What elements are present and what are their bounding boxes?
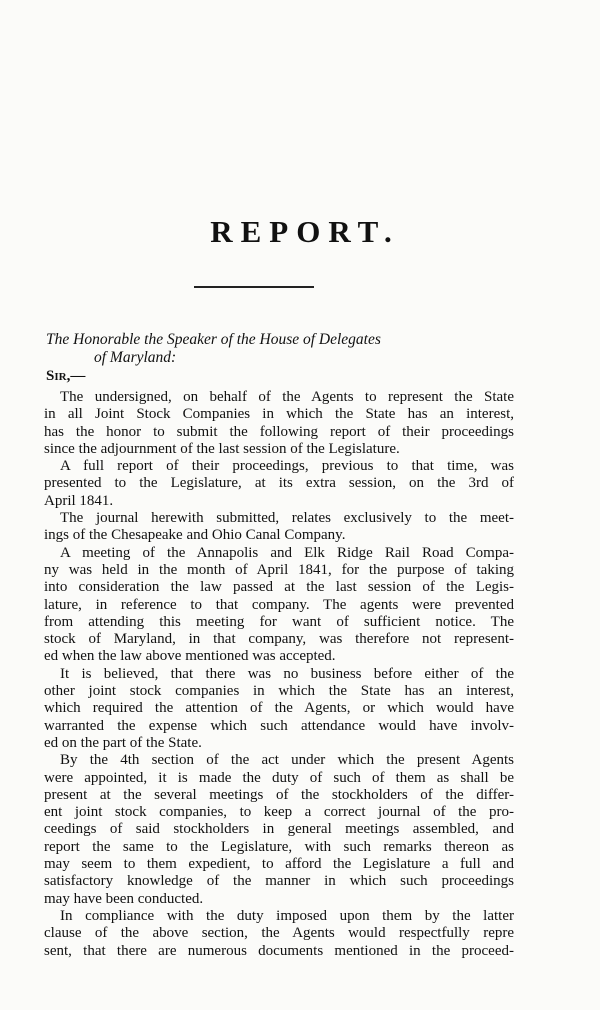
body-line: sent, that there are numerous documents mentioned in the proceed-: [44, 942, 514, 959]
body-line: ceedings of said stockholders in general meetings assembled, and: [44, 821, 514, 838]
body-line: which required the attention of the Agents, or which would have: [44, 700, 514, 717]
body-line: ent joint stock companies, to keep a correct journal of the pro-: [44, 804, 514, 821]
body-line: since the adjournment of the last session of the Legislature.: [44, 440, 400, 457]
address-line-2: of Maryland:: [94, 349, 177, 366]
body-line: ings of the Chesapeake and Ohio Canal Company.: [44, 527, 346, 544]
salutation: Sir,—: [46, 368, 86, 384]
body-line: A meeting of the Annapolis and Elk Ridge Rail Road Compa-: [60, 544, 514, 561]
body-line: warranted the expense which such attendance would have involv-: [44, 717, 514, 734]
body-line: satisfactory knowledge of the manner in which such proceedings: [44, 873, 514, 890]
body-line: report the same to the Legislature, with such remarks thereon as: [44, 838, 514, 855]
body-line: By the 4th section of the act under which the present Agents: [60, 752, 514, 769]
body-line: April 1841.: [44, 492, 114, 509]
body-line: ed on the part of the State.: [44, 734, 202, 751]
body-line: lature, in reference to that company. The agents were prevented: [44, 596, 514, 613]
body-line: were appointed, it is made the duty of such of them as shall be: [44, 769, 514, 786]
body-line: has the honor to submit the following report of their proceedings: [44, 423, 514, 440]
body-line: In compliance with the duty imposed upon them by the latter: [60, 907, 514, 924]
body-line: The undersigned, on behalf of the Agents to represent the State: [60, 389, 514, 405]
body-line: in all Joint Stock Companies in which the State has an interest,: [44, 406, 514, 423]
body-line: ed when the law above mentioned was accepted.: [44, 648, 336, 665]
report-body: [44, 389, 514, 960]
body-line: from attending this meeting for want of sufficient notice. The: [44, 613, 514, 630]
heading-rule: [194, 286, 314, 288]
body-line: A full report of their proceedings, previous to that time, was: [60, 458, 514, 475]
body-line: clause of the above section, the Agents would respectfully repre: [44, 925, 514, 942]
body-line: present at the several meetings of the stockholders of the differ-: [44, 786, 514, 803]
body-line: may have been conducted.: [44, 890, 204, 907]
address-line-1: The Honorable the Speaker of the House of Delegates: [46, 331, 381, 348]
body-line: ny was held in the month of April 1841, for the purpose of taking: [44, 561, 514, 578]
body-line: stock of Maryland, in that company, was therefore not represent-: [44, 631, 514, 648]
body-line: other joint stock companies in which the State has an interest,: [44, 683, 514, 700]
body-line: The journal herewith submitted, relates exclusively to the meet-: [60, 510, 514, 527]
body-line: may seem to them expedient, to afford the Legislature a full and: [44, 856, 514, 873]
report-heading: REPORT.: [210, 214, 400, 249]
body-line: It is believed, that there was no business before either of the: [60, 665, 514, 682]
body-line: presented to the Legislature, at its extra session, on the 3rd of: [44, 475, 514, 492]
address-block: [46, 331, 546, 367]
body-line: into consideration the law passed at the last session of the Legis-: [44, 579, 514, 596]
